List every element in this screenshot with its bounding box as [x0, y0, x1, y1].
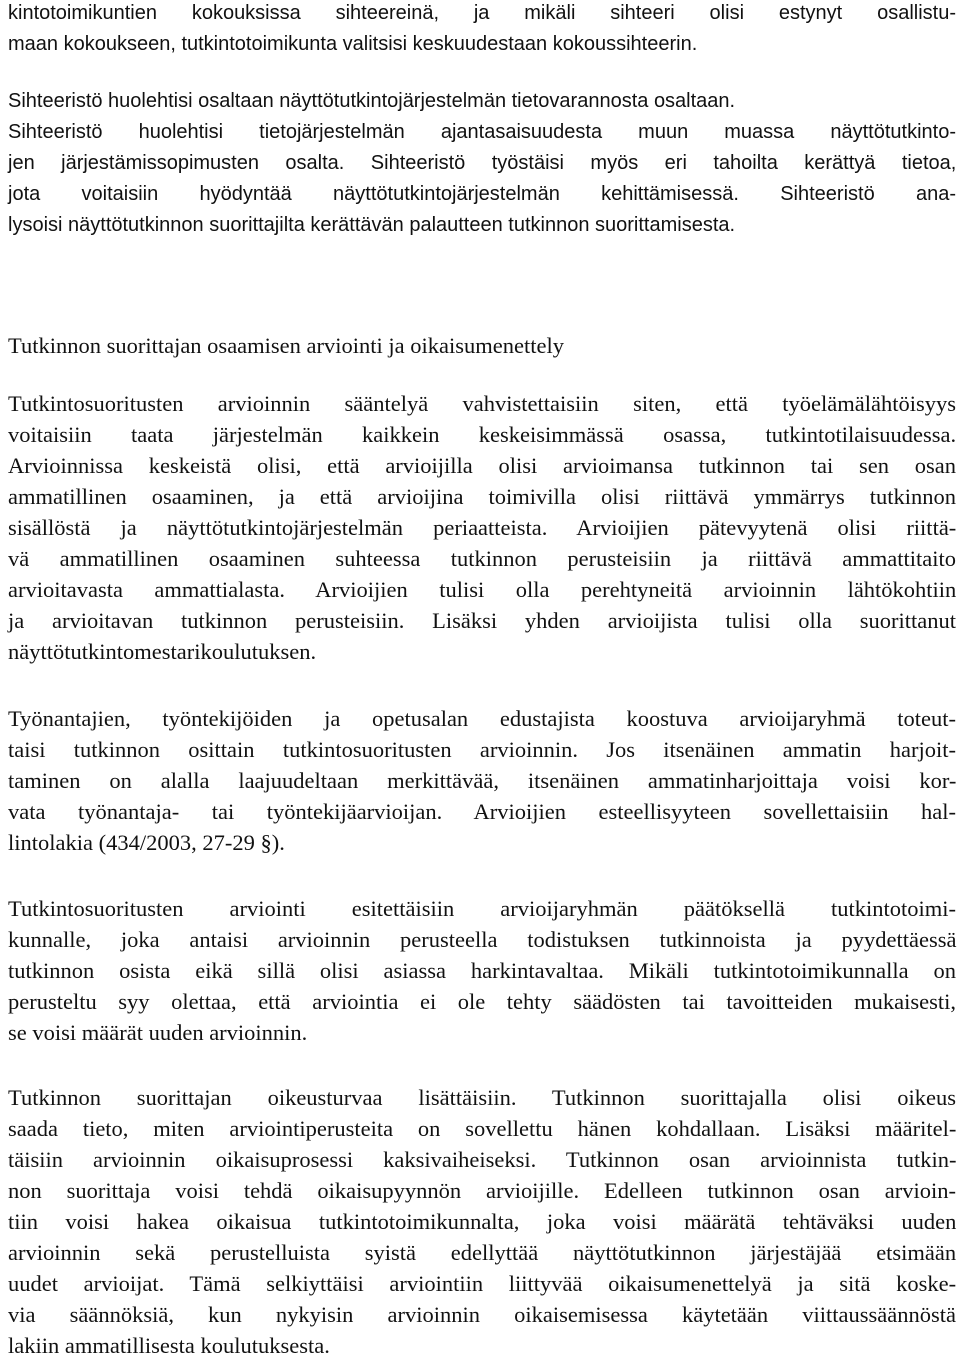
text-line: Arvioinnissa keskeistä olisi, että arvioijilla olisi arvioimansa tutkinnon tai sen osan	[8, 453, 956, 478]
text-line: lysoisi näyttötutkinnon suorittajilta kerättävän palautteen tutkinnon suorittamisesta.	[8, 214, 736, 236]
text-line: sisällöstä ja näyttötutkintojärjestelmän periaatteista. Arvioijien pätevyytenä olisi riittä-	[8, 515, 957, 540]
text-line: ammatillinen osaaminen, ja että arvioijina toimivilla olisi riittävä ymmärrys tutkinnon	[8, 484, 956, 509]
text-line: voitaisiin taata järjestelmän kaikkein keskeisimmässä osassa, tutkintotilaisuudessa.	[8, 422, 957, 447]
paragraph-tutkintotoimikunta	[8, 893, 956, 1048]
text-line: taisi tutkinnon osittain tutkintosuoritusten arvioinnin. Jos itsenäinen ammatin harjoit-	[8, 737, 956, 762]
text-line: jota voitaisiin hyödyntää näyttötutkintojärjestelmän kehittämisessä. Sihteeristö ana-	[8, 183, 956, 205]
text-line: non suorittaja voisi tehdä oikaisupyynnön arvioijille. Edelleen tutkinnon osan arvioin-	[8, 1178, 956, 1203]
text-line: tiin voisi hakea oikaisua tutkintotoimikunnalta, joka voisi määrätä tehtäväksi uuden	[8, 1209, 957, 1234]
text-line: tutkinnon osista eikä sillä olisi asiassa harkintavaltaa. Mikäli tutkintotoimikunnalla on	[8, 958, 956, 983]
paragraph-oikeusturva	[8, 1082, 956, 1361]
text-line: Sihteeristö huolehtisi osaltaan näyttötutkintojärjestelmän tietovarannosta osaltaan.	[8, 90, 736, 112]
text-line: arvioinnin sekä perustelluista syistä edellyttää näyttötutkinnon järjestäjää etsimään	[8, 1240, 957, 1265]
text-line: saada tieto, miten arviointiperusteita on sovellettu hänen kohdallaan. Lisäksi määritel-	[8, 1116, 957, 1141]
text-line: Tutkintosuoritusten arvioinnin sääntelyä vahvistettaisiin siten, että työelämälähtöisyys	[8, 391, 956, 416]
text-line: lakiin ammatillisesta koulutuksesta.	[8, 1333, 330, 1358]
continuation-paragraph	[8, 0, 956, 60]
text-line: se voisi määrät uuden arvioinnin.	[8, 1020, 308, 1045]
text-line: Tutkintosuoritusten arviointi esitettäisiin arvioijaryhmän päätöksellä tutkintotoimi-	[8, 896, 956, 921]
section-heading: Tutkinnon suorittajan osaamisen arviointi ja oikaisumenettely	[8, 333, 564, 358]
text-line: taminen on alalla laajuudeltaan merkittävää, itsenäinen ammatinharjoittaja voisi kor-	[8, 768, 957, 793]
text-line: maan kokoukseen, tutkintotoimikunta valitsisi keskuudestaan kokoussihteerin.	[8, 33, 698, 55]
text-line: uudet arvioijat. Tämä selkiyttäisi arviointiin liittyvää oikaisumenettelyä ja sitä koske-	[8, 1271, 957, 1296]
text-line: ja arvioitavan tutkinnon perusteisiin. Lisäksi yhden arvioijista tulisi olla suorittanut	[8, 608, 956, 633]
text-line: Sihteeristö huolehtisi tietojärjestelmän ajantasaisuudesta muun muassa näyttötutkinto-	[8, 121, 956, 143]
text-line: perusteltu syy olettaa, että arviointia ei ole tehty säädösten tai tavoitteiden mukaisesti,	[8, 989, 956, 1014]
paragraph-arvioijaryhma	[8, 703, 956, 858]
secretariat-paragraph	[8, 86, 956, 241]
text-line: vä ammatillinen osaaminen suhteessa tutkinnon perusteisiin ja riittävä ammattitaito	[8, 546, 956, 571]
text-line: täisiin arvioinnin oikaisuprosessi kaksivaiheiseksi. Tutkinnon osan arvioinnista tutkin-	[8, 1147, 957, 1172]
text-line: lintolakia (434/2003, 27-29 §).	[8, 830, 285, 855]
text-line: jen järjestämissopimusten osalta. Sihteeristö työstäisi myös eri tahoilta kerättyä tietoa,	[8, 152, 957, 174]
text-line: kunnalle, joka antaisi arvioinnin perusteella todistuksen tutkinnoista ja pyydettäessä	[8, 927, 957, 952]
text-line: arvioitavasta ammattialasta. Arvioijien tulisi olla perehtyneitä arvioinnin lähtökohtiin	[8, 577, 957, 602]
text-line: vata työnantaja- tai työntekijäarvioijan. Arvioijien esteellisyyteen sovellettaisiin hal-	[8, 799, 956, 824]
text-line: näyttötutkintomestarikoulutuksen.	[8, 639, 317, 664]
paragraph-arviointi	[8, 388, 956, 667]
text-line: Tutkinnon suorittajan oikeusturvaa lisättäisiin. Tutkinnon suorittajalla olisi oikeus	[8, 1085, 956, 1110]
text-line: via säännöksiä, kun nykyisin arvioinnin oikaisemisessa käytetään viittaussäännöstä	[8, 1302, 956, 1327]
text-line: Työnantajien, työntekijöiden ja opetusalan edustajista koostuva arvioijaryhmä toteut-	[8, 706, 956, 731]
text-line: kintotoimikuntien kokouksissa sihteereinä, ja mikäli sihteeri olisi estynyt osallistu-	[8, 2, 956, 24]
